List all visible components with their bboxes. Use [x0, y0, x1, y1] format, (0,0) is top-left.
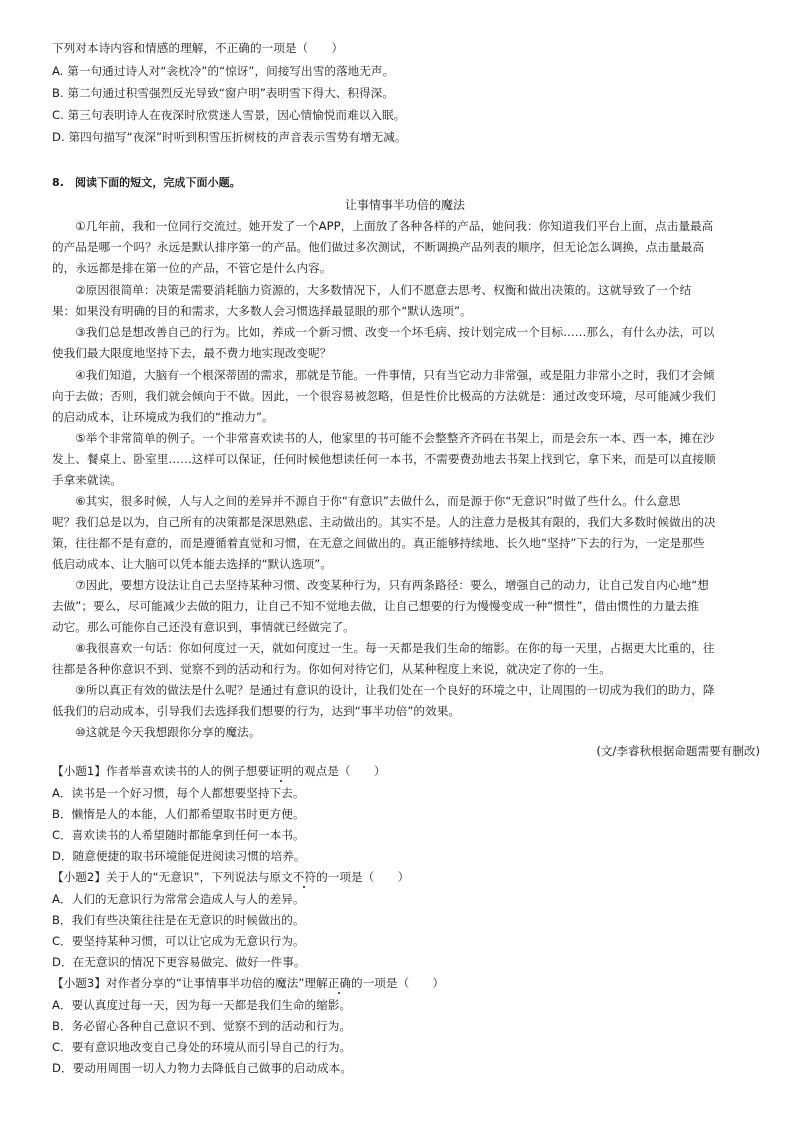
- subquestion-1-option-a: A．读书是一个好习惯，每个人都想要坚持下去。: [52, 786, 305, 800]
- subquestion-2-option-a: A．人们的无意识行为常常会造成人与人的差异。: [52, 892, 305, 906]
- subquestion-2-option-b: B．我们有些决策往往是在无意识的时候做出的。: [52, 913, 305, 927]
- para-4-line-2: 向于去做；否则，我们就会倾向于不做。因此，一个很容易被忽略，但是性价比极高的方法就是：通过改变环境，尽可能减少我们: [52, 389, 716, 403]
- para-6-line-3: 策，往往都不是有意的，而是遵循着直觉和习惯，在无意之间做出的。真正能够持续地、长久地“坚持”下去的行为，一定是那些: [52, 536, 705, 550]
- subquestion-1-stem-dotted: 证明: [269, 764, 293, 778]
- subquestion-3-stem: [52, 975, 444, 991]
- subquestion-2-stem: [52, 869, 409, 885]
- subquestion-3-stem-after: 的一项是（ ）: [351, 976, 445, 990]
- article-source: (文/李睿秋根据命题需要有删改): [596, 744, 760, 758]
- subquestion-2-stem-after: 的一项是（ ）: [316, 870, 410, 884]
- subquestion-2-option-c: C．要坚持某种习惯，可以让它成为无意识行为。: [52, 934, 305, 948]
- para-9-line-1: ⑨所以真正有效的做法是什么呢？是通过有意识的设计，让我们处在一个良好的环境之中，让周围的一切成为我们的助力，降: [52, 683, 715, 697]
- subquestion-1-option-b: B．懒惰是人的本能，人们都希望取书时更方便。: [52, 807, 305, 821]
- para-6-line-1: ⑥其实，很多时候，人与人之间的差异并不源自于你“有意识”去做什么，而是源于你“无意识”时做了些什么。什么意思: [52, 494, 681, 508]
- para-4-line-3: 的启动成本，让环境成为我们的“推动力”。: [52, 410, 274, 424]
- subquestion-3-stem-dotted: 正确: [327, 976, 351, 990]
- question-8-heading: 8. 阅读下面的短文，完成下面小题。: [52, 176, 241, 189]
- para-9-line-2: 低我们的启动成本，引导我们去选择我们想要的行为，达到“事半功倍”的效果。: [52, 704, 461, 718]
- para-2-line-1: ②原因很简单：决策是需要消耗脑力资源的，大多数情况下，人们不愿意去思考、权衡和做出决策的。这就导致了一个结: [52, 283, 692, 297]
- subquestion-1-stem-before: 【小题1】作者举喜欢读书的人的例子想要: [52, 764, 270, 778]
- para-3-line-2: 使我们最大限度地坚持下去，最不费力地实现改变呢？: [52, 346, 332, 360]
- article-title: 让事情事半功倍的魔法: [345, 198, 466, 212]
- subquestion-3-option-b: B．务必留心各种自己意识不到、觉察不到的活动和行为。: [52, 1019, 352, 1033]
- para-1-line-2: 的产品是哪一个吗？永远是默认排序第一的产品。他们做过多次测试，不断调换产品列表的顺序，但无论怎么调换，点击量最高: [52, 240, 705, 254]
- subquestion-2-stem-dotted: 不符: [292, 870, 317, 884]
- para-5-line-1: ⑤举个非常简单的例子。一个非常喜欢读书的人，他家里的书可能不会整整齐齐码在书架上，而是会东一本、西一本，摊在沙: [52, 431, 715, 445]
- subquestion-3-option-c: C．要有意识地改变自己身处的环境从而引导自己的行为。: [52, 1040, 352, 1054]
- subquestion-1-option-c: C．喜欢读书的人希望随时都能拿到任何一本书。: [52, 828, 305, 842]
- para-7-line-1: ⑦因此，要想方设法让自己去坚持某种习惯、改变某种行为，只有两条路径：要么，增强自己的动力，让自己发自内心地“想: [52, 578, 709, 592]
- poem-question-stem: 下列对本诗内容和情感的理解，不正确的一项是（ ）: [52, 41, 344, 55]
- para-3-line-1: ③我们总是想改善自己的行为。比如，养成一个新习惯、改变一个坏毛病、按计划完成一个目标……那么，有什么办法，可以: [52, 325, 715, 339]
- para-6-line-4: 低启动成本、让大脑可以凭本能去选择的“默认选项”。: [52, 557, 332, 571]
- subquestion-2-option-d: D．在无意识的情况下更容易做完、做好一件事。: [52, 955, 306, 969]
- poem-option-b: B. 第二句通过积雪强烈反光导致“窗户明”表明雪下得大、积得深。: [52, 86, 394, 100]
- para-4-line-1: ④我们知道，大脑有一个根深蒂固的需求，那就是节能。一件事情，只有当它动力非常强，或是阻力非常小之时，我们才会倾: [52, 368, 715, 382]
- subquestion-1-option-d: D．随意便捷的取书环境能促进阅读习惯的培养。: [52, 849, 306, 863]
- para-5-line-3: 手拿来就读。: [52, 473, 122, 487]
- para-1-line-1: ①几年前，我和一位同行交流过。她开发了一个APP，上面放了各种各样的产品，她问我：你知道我们平台上面，点击量最高: [52, 219, 714, 233]
- para-6-line-2: 呢？我们总是以为，自己所有的决策都是深思熟虑、主动做出的。其实不是。人的注意力是极其有限的，我们大多数时候做出的决: [52, 515, 716, 529]
- subquestion-2-stem-before: 【小题2】关于人的“无意识”，下列说法与原文: [52, 870, 293, 884]
- para-7-line-2: 去做”；要么，尽可能减少去做的阻力，让自己不知不觉地去做，让自己想要的行为慢慢变成一种“惯性”，借由惯性的力量去推: [52, 599, 699, 613]
- poem-option-d: D. 第四句描写“夜深”时听到积雪压折树枝的声音表示雪势有增无减。: [52, 130, 407, 144]
- subquestion-3-option-d: D．要动用周围一切人力物力去降低自己做事的启动成本。: [52, 1061, 353, 1075]
- para-8-line-2: 往都是各种你意识不到、觉察不到的活动和行为。你如何对待它们，从某种程度上来说，就决定了你的一生。: [52, 662, 611, 676]
- para-10-line-1: ⑩这就是今天我想跟你分享的魔法。: [52, 725, 261, 739]
- subquestion-3-stem-before: 【小题3】对作者分享的“让事情事半功倍的魔法”理解: [52, 976, 328, 990]
- subquestion-3-option-a: A．要认真度过每一天，因为每一天都是我们生命的缩影。: [52, 998, 352, 1012]
- poem-option-c: C. 第三句表明诗人在夜深时欣赏迷人雪景，因心情愉悦而难以入眠。: [52, 108, 406, 122]
- para-8-line-1: ⑧我很喜欢一句话：你如何度过一天，就如何度过一生。每一天都是我们生命的缩影。在你的每一天里，占据更大比重的，往: [52, 641, 715, 655]
- para-5-line-2: 发上、餐桌上、卧室里……这样可以保证，任何时候他想读任何一本书，不需要费劲地去书架上找到它，拿下来，而是可以直接顺: [52, 452, 716, 466]
- para-1-line-3: 的，永远都是排在第一位的产品，不管它是什么内容。: [52, 261, 332, 275]
- para-7-line-3: 动它。那么可能你自己还没有意识到，事情就已经做完了。: [52, 620, 355, 634]
- subquestion-1-stem: [52, 763, 385, 779]
- poem-option-a: A. 第一句通过诗人对“衾枕冷”的“惊讶”，间接写出雪的落地无声。: [52, 64, 395, 78]
- para-2-line-2: 果：如果没有明确的目的和需求，大多数人会习惯选择最显眼的那个“默认选项”。: [52, 304, 472, 318]
- subquestion-1-stem-after: 的观点是（ ）: [292, 764, 386, 778]
